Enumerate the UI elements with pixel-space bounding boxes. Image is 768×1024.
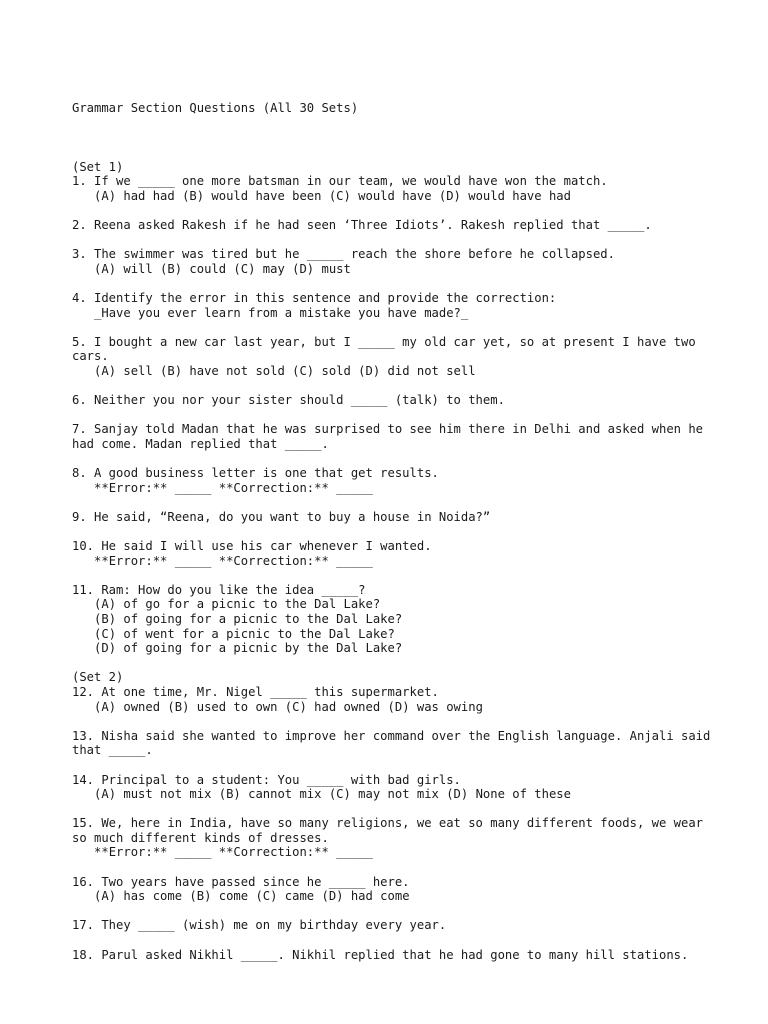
question-text: 11. Ram: How do you like the idea _____? [72,582,366,597]
blank-line [72,860,712,875]
question-block [72,875,712,904]
blank-line [72,276,712,291]
question-block [72,918,712,933]
question-block [72,291,712,320]
question-text: 18. Parul asked Nikhil _____. Nikhil replied that he had gone to many hill stations. [72,947,689,962]
question-list [72,145,718,962]
question-block [72,773,712,802]
question-detail: (A) had had (B) would have been (C) would have (D) would have had [72,188,571,203]
question-text: 4. Identify the error in this sentence and provide the correction: [72,290,557,305]
question-text: 3. The swimmer was tired but he _____ reach the shore before he collapsed. [72,247,615,262]
question-block [72,728,718,758]
question-text: 6. Neither you nor your sister should _____ (talk) to them. [72,393,505,408]
question-text: 9. He said, “Reena, do you want to buy a house in Noida?” [72,509,491,524]
blank-line [72,451,712,466]
question-block [72,335,712,379]
question-text: 13. Nisha said she wanted to improve her command over the English language. Anjali said that _____. [72,728,718,758]
question-block [72,247,712,276]
blank-line [72,408,712,423]
blank-line [72,203,712,218]
question-detail: **Error:** _____ **Correction:** _____ [72,845,373,860]
blank-line [72,524,712,539]
blank-line [72,495,712,510]
question-detail: 12. At one time, Mr. Nigel _____ this supermarket. [72,684,439,699]
question-text: 8. A good business letter is one that get results. [72,466,439,481]
question-text: 2. Reena asked Rakesh if he had seen ‘Three Idiots’. Rakesh replied that _____. [72,217,652,232]
question-text: 16. Two years have passed since he _____ here. [72,874,410,889]
blank-line [72,145,712,160]
question-detail: **Error:** _____ **Correction:** _____ [72,480,373,495]
question-block [72,670,712,714]
question-detail: (D) of going for a picnic by the Dal Lake? [72,641,403,656]
question-block [72,218,712,233]
question-text: 15. We, here in India, have so many religions, we eat so many different foods, we wear so much different kinds of dresses. [72,816,711,845]
question-block [72,422,712,451]
question-detail: 1. If we _____ one more batsman in our team, we would have won the match. [72,174,608,189]
blank-line [72,233,712,248]
question-detail: (A) has come (B) come (C) came (D) had come [72,889,410,904]
blank-line [72,802,712,817]
question-block [72,466,712,495]
question-text: 5. I bought a new car last year, but I _____ my old car yet, so at present I have two cars. [72,334,704,364]
blank-line [72,758,712,773]
blank-line [72,320,712,335]
question-block [72,539,712,568]
blank-line [72,933,712,948]
question-block [72,583,712,656]
question-detail: (A) sell (B) have not sold (C) sold (D) did not sell [72,363,476,378]
question-detail: _Have you ever learn from a mistake you have made?_ [72,305,469,320]
blank-line [72,714,712,729]
blank-line [72,568,712,583]
question-block [72,160,712,204]
question-text: (Set 1) [72,159,124,174]
question-block [72,510,712,525]
question-block [72,816,712,860]
question-text: 17. They _____ (wish) me on my birthday every year. [72,918,447,933]
question-detail: (B) of going for a picnic to the Dal Lake? [72,611,403,626]
document-body [72,72,718,977]
question-detail: **Error:** _____ **Correction:** _____ [72,553,373,568]
question-detail: (A) of go for a picnic to the Dal Lake? [72,597,381,612]
blank-line [72,904,712,919]
blank-line [72,656,712,671]
question-text: 7. Sanjay told Madan that he was surprised to see him there in Delhi and asked when he had come. Madan replied that _____. [72,422,711,451]
question-text: 10. He said I will use his car whenever I wanted. [72,539,432,553]
blank-line [72,378,712,393]
question-detail: (A) will (B) could (C) may (D) must [72,261,351,276]
question-block [72,948,712,963]
question-detail: (A) owned (B) used to own (C) had owned (D) was owing [72,699,483,714]
question-text: (Set 2) [72,670,124,685]
document-title: Grammar Section Questions (All 30 Sets) [72,101,359,116]
question-block [72,393,712,408]
question-detail: (C) of went for a picnic to the Dal Lake? [72,626,395,641]
question-detail: (A) must not mix (B) cannot mix (C) may not mix (D) None of these [72,787,571,802]
question-text: 14. Principal to a student: You _____ with bad girls. [72,772,461,787]
